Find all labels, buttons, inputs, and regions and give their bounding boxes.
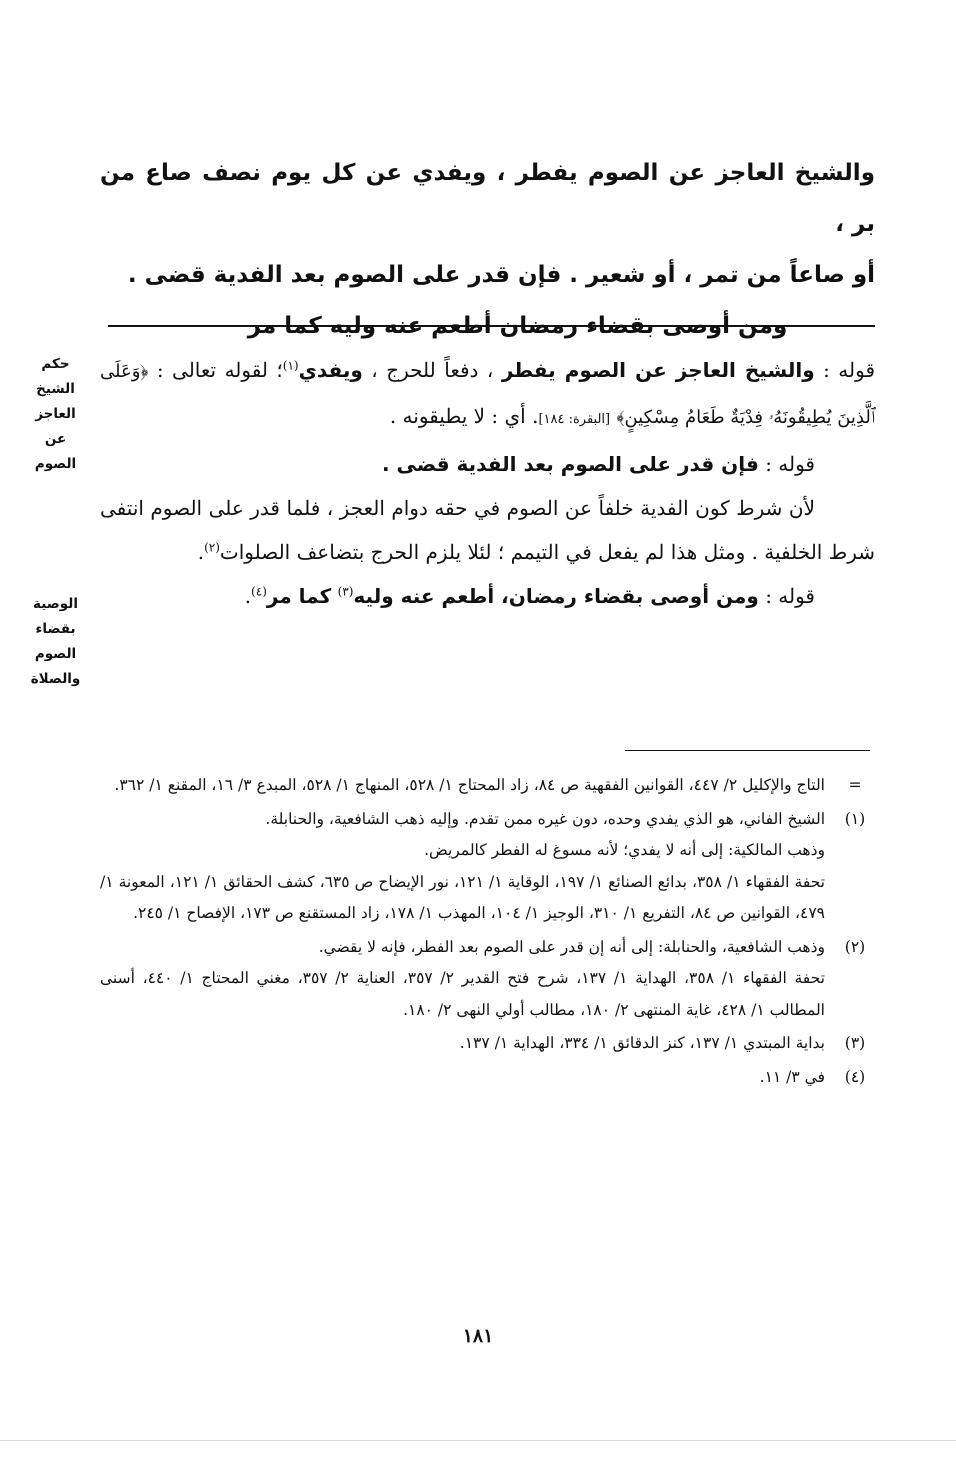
scan-edge-line — [0, 1440, 956, 1441]
footnotes — [100, 770, 875, 1095]
quran-verse: ﴿وَعَلَى ٱلَّذِينَ يُطِيقُونَهُۥ فِدْيَةٌ طَعَامُ مِسْكِينٍ﴾ — [100, 361, 875, 428]
commentary-paragraph-1: قوله : والشيخ العاجز عن الصوم يفطر ، دفعاً للحرج ، ويفدي$^{(١)}$؛ لقوله تعالى : ﴿وَعَلَى ٱلَّذِينَ يُطِيقُونَهُۥ فِدْيَةٌ طَعَامُ مِسْكِينٍ﴾ [البقرة: ١٨٤]. أي : لا يطيقونه . — [100, 358, 876, 428]
footnote-number: (١) — [844, 809, 866, 828]
commentary — [100, 348, 875, 618]
footnote-number: (٤) — [844, 1067, 866, 1086]
commentary-paragraph-3: لأن شرط كون الفدية خلفاً عن الصوم في حقه دوام العجز ، فلما قدر على الصوم انتفى شرط الخلفية . ومثل هذا لم يفعل في التيمم ؛ لئلا يلزم الحرج بتضاعف الصلوات$^{(٢)}$. — [100, 496, 875, 564]
commentary-paragraph-2: قوله : فإن قدر على الصوم بعد الفدية قضى . — [381, 452, 815, 476]
footnote-3: (٣) بداية المبتدي ١/ ١٣٧، كنز الدقائق ١/ ٣٣٤، الهداية ١/ ١٣٧. — [100, 1028, 875, 1060]
footnote-ref-3[interactable]: (٣) — [337, 584, 354, 599]
footnote-number: (٣) — [844, 1034, 866, 1052]
footnote-continued: = التاج والإكليل ٢/ ٤٤٧، القوانين الفقهية ص ٨٤، زاد المحتاج ١/ ٥٢٨، المنهاج ١/ ٥٢٨، المبدع ٣/ ١٦، المقنع ١/ ٣٦٢. — [100, 770, 875, 802]
margin-heading-elderly-fasting: حكم الشيخ العاجز عن الصوم — [34, 356, 77, 472]
main-text-separator — [108, 325, 875, 327]
footnote-ref-2[interactable]: (٢) — [204, 540, 220, 555]
page-number: ١٨١ — [462, 1325, 494, 1347]
margin-heading-bequest: الوصية بقضاء الصوم والصلاة — [30, 596, 81, 687]
footnote-number: (٢) — [844, 937, 866, 956]
footnote-separator — [625, 750, 870, 751]
footnote-2: (٢) وذهب الشافعية، والحنابلة: إلى أنه إن قدر على الصوم بعد الفطر، فإنه لا يقضي. تحفة الفقهاء ١/ ٣٥٨، الهداية ١/ ١٣٧، شرح فتح القدير ٢/ ٣٥٧، العناية ٢/ ٣٥٧، مغني المحتاج ١/ ٤٤٠، أسنى المطالب ١/ ٤٢٨، غاية المنتهى ٢/ ١٨٠، مطالب أولي النهى ٢/ ١٨٠. — [100, 932, 875, 1027]
main-text-line-3: ومن أوصى بقضاء رمضان أطعم عنه وليه كما مر — [247, 313, 788, 339]
commentary-paragraph-4: قوله : ومن أوصى بقضاء رمضان، أطعم عنه وليه$^{(٣)}$ كما مر$^{(٤)}$. — [244, 584, 815, 608]
footnote-4: (٤) في ٣/ ١١. — [100, 1062, 875, 1094]
main-text-line-1: والشيخ العاجز عن الصوم يفطر ، ويفدي عن كل يوم نصف صاع من بر ، — [100, 160, 875, 237]
footnote-number: = — [848, 776, 862, 794]
main-text-line-2: أو صاعاً من تمر ، أو شعير . فإن قدر على الصوم بعد الفدية قضى . — [127, 262, 875, 288]
main-text — [100, 148, 875, 352]
footnote-ref-4[interactable]: (٤) — [251, 584, 267, 599]
verse-reference: [البقرة: ١٨٤] — [538, 412, 611, 427]
footnote-1: (١) الشيخ الفاني، هو الذي يفدي وحده، دون غيره ممن تقدم. وإليه ذهب الشافعية، والحنابلة. وذهب المالكية: إلى أنه لا يفدي؛ لأنه مسوغ له الفطر كالمريض. تحفة الفقهاء ١/ ٣٥٨، بدائع الصنائع ١/ ١٩٧، الوقاية ١/ ١٢١، نور الإيضاح ص ٦٣٥، كشف الحقائق ١/ ١٢١، المعونة ١/ ٤٧٩، القوانين ص ٨٤، التفريع ١/ ٣١٠، الوجيز ١/ ١٠٤، المهذب ١/ ١٧٨، زاد المستقنع ص ١٧٣، الإفصاح ١/ ٢٤٥. — [100, 804, 875, 930]
footnote-ref-1[interactable]: (١) — [282, 358, 299, 373]
